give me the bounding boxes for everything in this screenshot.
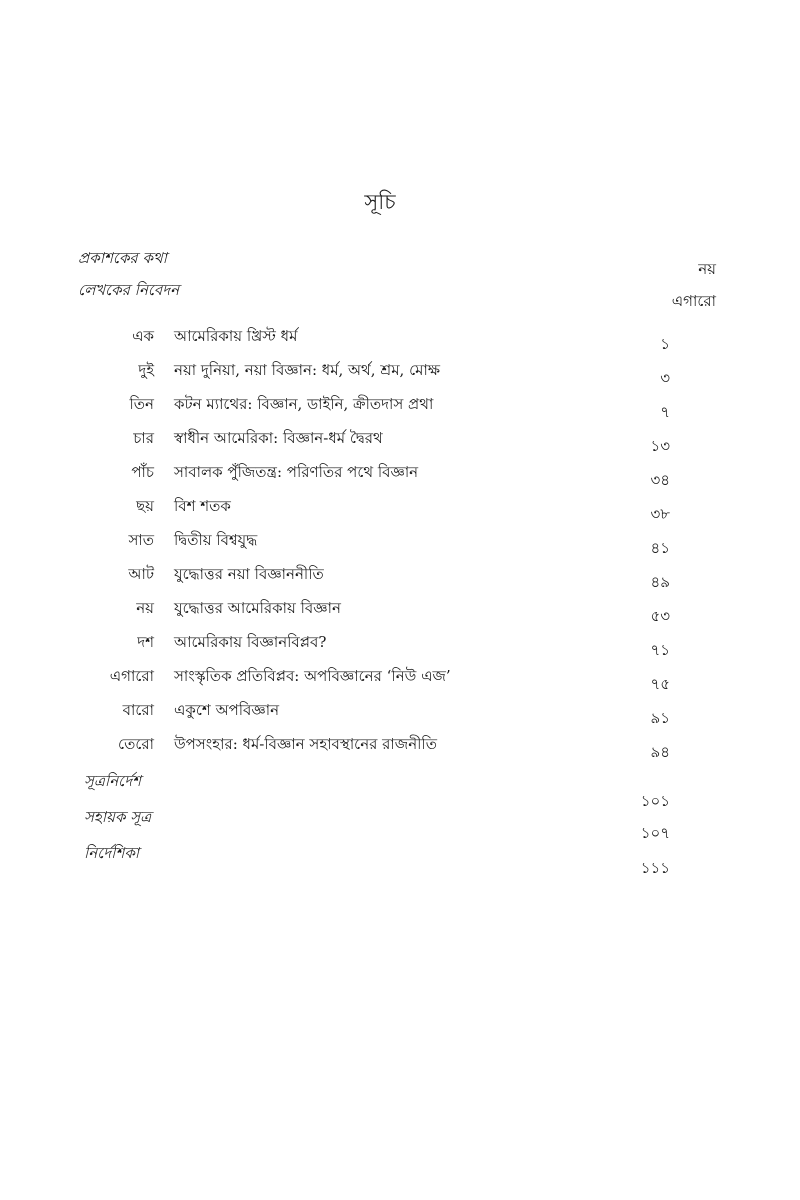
toc-row [0,495,800,525]
chapter-page: ৪১ [650,539,670,557]
chapter-number: দুই [138,361,154,379]
end-matter-label: সূত্রনির্দেশ [84,772,141,790]
chapter-title: সাবালক পুঁজিতন্ত্র: পরিণতির পথে বিজ্ঞান [174,463,419,481]
chapter-page: ৩ [660,369,670,387]
front-matter-page: নয় [698,260,716,278]
end-matter-label: সহায়ক সূত্র [84,808,152,826]
toc-row [0,631,800,661]
end-matter-page: ১১১ [640,859,670,877]
toc-row [0,563,800,593]
chapter-number: এগারো [109,667,154,685]
chapter-number: এক [132,327,154,345]
front-matter-label: লেখকের নিবেদন [78,281,180,299]
end-matter-page: ১০১ [640,792,670,810]
chapter-page: ৫৩ [650,607,670,625]
toc-row [0,461,800,491]
chapter-number: ছয় [136,497,154,515]
chapter-page: ৭৫ [650,675,670,693]
chapter-title: উপসংহার: ধর্ম-বিজ্ঞান সহাবস্থানের রাজনীতি [174,735,437,753]
chapter-title: সাংস্কৃতিক প্রতিবিপ্লব: অপবিজ্ঞানের ‘নিউ এজ’ [174,667,451,685]
front-matter-label: প্রকাশকের কথা [78,249,168,267]
chapter-number: চার [133,429,154,447]
chapter-page: ১৩ [650,437,670,455]
toc-row [0,699,800,729]
chapter-page: ৯১ [650,709,670,727]
chapter-page: ৩৮ [650,505,670,523]
toc-row [0,325,800,355]
chapter-number: সাত [128,531,154,549]
chapter-title: বিশ শতক [174,497,231,515]
chapter-number: আট [128,565,154,583]
chapter-number: দশ [137,633,154,651]
end-matter-page: ১০৭ [640,824,670,842]
page-title: সূচি [364,190,396,214]
chapter-page: ৭ [660,403,670,421]
chapter-number: নয় [136,599,154,617]
chapter-title: কটন ম্যাথের: বিজ্ঞান, ডাইনি, ক্রীতদাস প্রথা [174,395,434,413]
chapter-title: নয়া দুনিয়া, নয়া বিজ্ঞান: ধর্ম, অর্থ, শ্রম, মোক্ষ [174,361,440,379]
toc-row [0,529,800,559]
chapter-title: যুদ্ধোত্তর নয়া বিজ্ঞাননীতি [174,565,324,583]
chapter-page: ৯৪ [650,743,670,761]
chapter-number: পাঁচ [131,463,154,481]
toc-row [0,597,800,627]
chapter-title: আমেরিকায় খ্রিস্ট ধর্ম [174,327,298,345]
chapter-page: ৪৯ [650,573,670,591]
chapter-page: ৩৪ [650,471,670,489]
toc-row [0,665,800,695]
toc-row [0,393,800,423]
chapter-title: যুদ্ধোত্তর আমেরিকায় বিজ্ঞান [174,599,341,617]
chapter-number: বারো [122,701,154,719]
end-matter-label: নির্দেশিকা [84,844,140,862]
toc-row [0,427,800,457]
chapter-title: আমেরিকায় বিজ্ঞানবিপ্লব? [174,633,327,651]
toc-row [0,733,800,763]
front-matter-page: এগারো [671,292,716,310]
chapter-title: দ্বিতীয় বিশ্বযুদ্ধ [174,531,258,549]
chapter-number: তিন [129,395,154,413]
toc-row [0,359,800,389]
chapter-title: একুশে অপবিজ্ঞান [174,701,280,719]
chapter-number: তেরো [118,735,154,753]
chapter-title: স্বাধীন আমেরিকা: বিজ্ঞান-ধর্ম দ্বৈরথ [174,429,383,447]
chapter-page: ১ [660,335,670,353]
chapter-page: ৭১ [650,641,670,659]
